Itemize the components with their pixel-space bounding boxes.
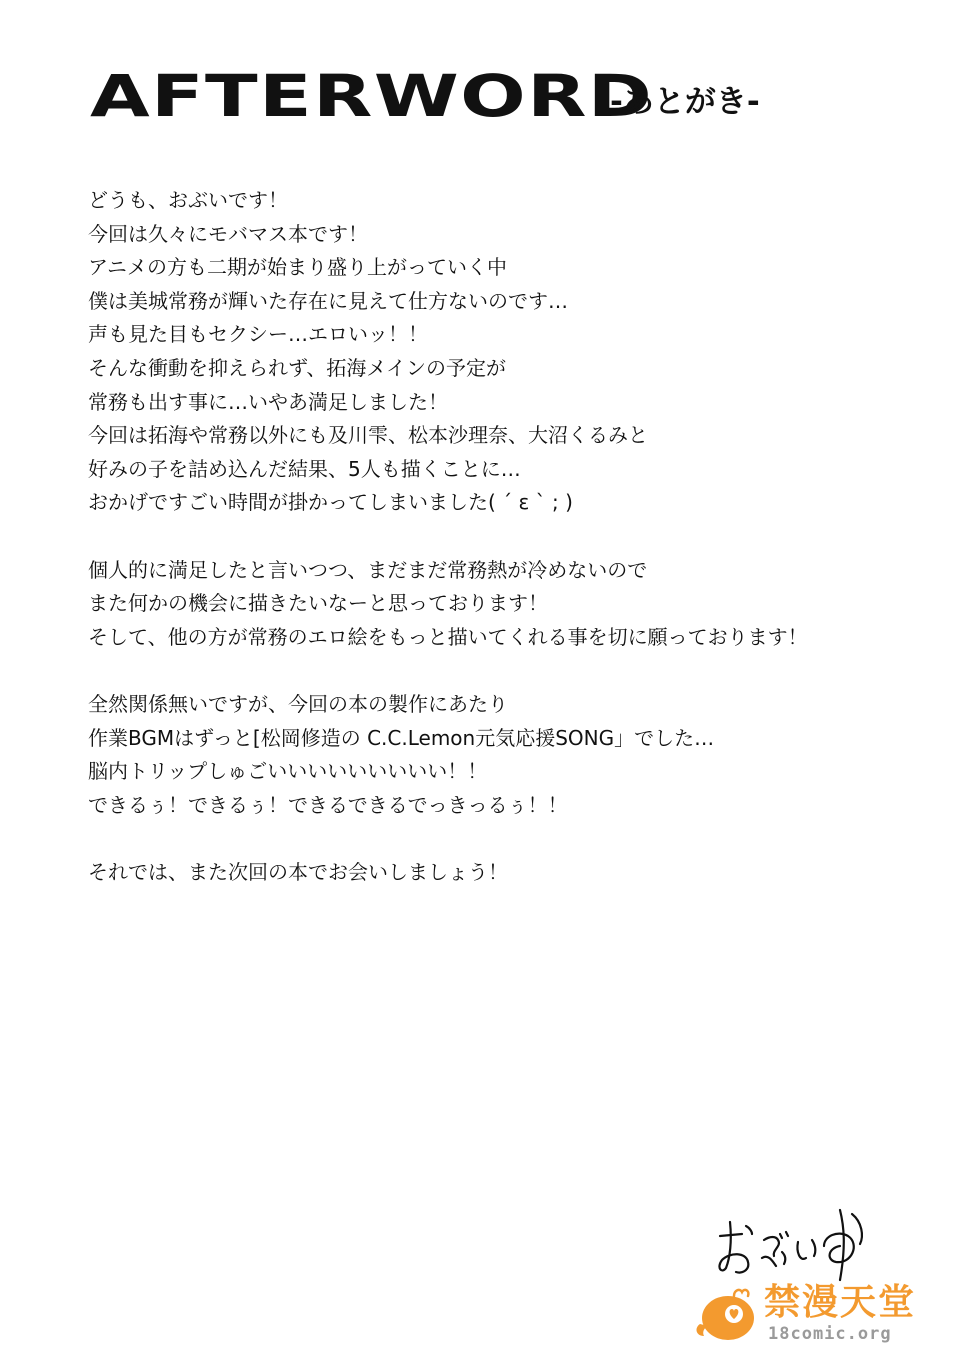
text-line: そして、他の方が常務のエロ絵をもっと描いてくれる事を切に願っております！ [88,624,808,649]
text-line: 僕は美城常務が輝いた存在に見えて仕方ないのです… [88,288,568,313]
signature-drawing [712,1196,882,1286]
page-subtitle: -あとがき- [610,84,760,120]
text-line: 個人的に満足したと言いつつ、まだまだ常務熱が冷めないので [88,557,648,582]
text-line: 今回は久々にモバマス本です！ [88,221,368,246]
text-line: それでは、また次回の本でお会いしましょう！ [88,859,508,884]
afterword-body [88,184,908,923]
page-title: AFTERWORD [90,62,654,130]
paragraph [88,688,908,822]
text-line: 声も見た目もセクシー…エロいッ！！ [88,322,428,347]
watermark-url: 18comic.org [768,1324,892,1344]
watermark-title: 禁漫天堂 [764,1282,917,1323]
text-line: 脳内トリップしゅごいいいいいいいいい！！ [88,759,488,784]
text-line: 今回は拓海や常務以外にも及川雫、松本沙理奈、大沼くるみと [88,423,648,448]
whale-heart-icon [694,1284,760,1344]
text-line: また何かの機会に描きたいなーと思っております！ [88,591,548,616]
text-line: 好みの子を詰め込んだ結果、5人も描くことに… [88,456,521,481]
text-line: どうも、おぶいです！ [88,188,288,212]
page-header [90,62,760,130]
text-line: アニメの方も二期が始まり盛り上がっていく中 [88,255,507,280]
site-watermark [694,1280,924,1350]
text-line: おかげですごい時間が掛かってしまいました( ´ ε ` ; ) [88,490,573,515]
text-line: そんな衝動を抑えられず、拓海メインの予定が [88,355,506,380]
text-line: できるぅ！できるぅ！できるできるでっきっるぅ！！ [88,792,568,817]
text-line: 常務も出す事に…いやあ満足しました！ [88,389,448,414]
paragraph [88,554,908,655]
author-signature [712,1196,882,1286]
paragraph [88,856,908,890]
paragraph [88,184,908,520]
text-line: 全然関係無いですが、今回の本の製作にあたり [88,691,508,716]
text-line: 作業BGMはずっと[松岡修造の C.C.Lemon元気応援SONG」でした… [88,725,715,750]
